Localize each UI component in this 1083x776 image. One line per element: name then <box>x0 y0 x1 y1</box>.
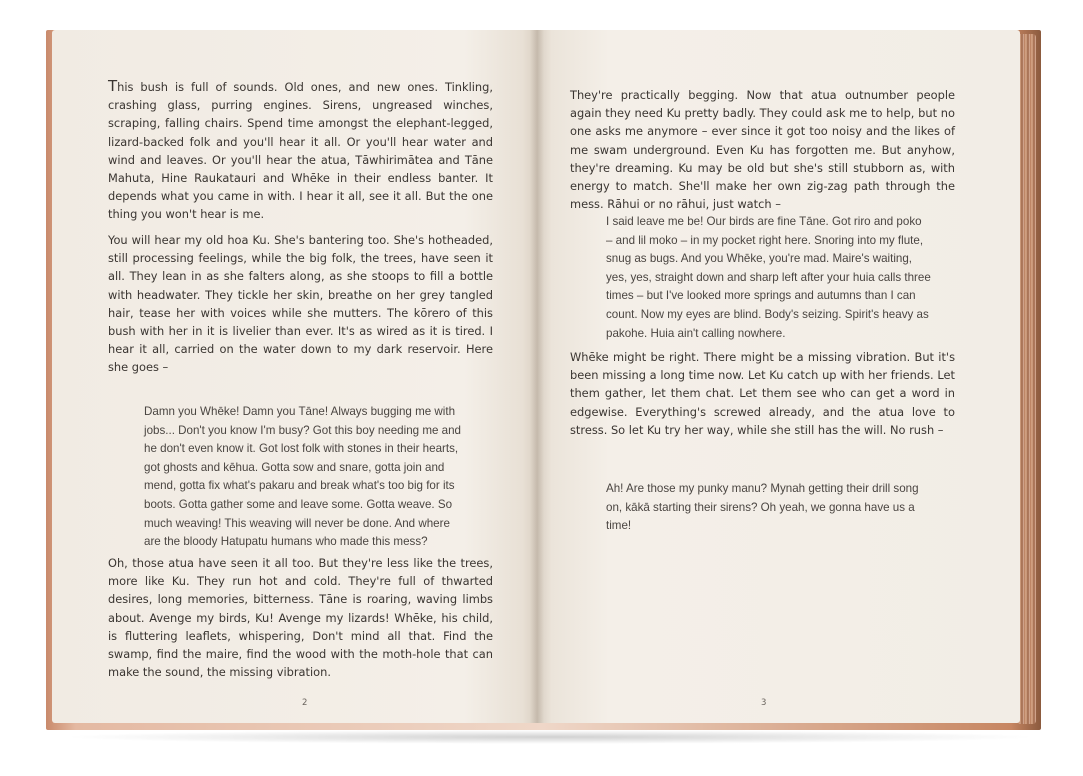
drop-cap: T <box>108 77 118 95</box>
right-quote-block-2: Ah! Are those my punky manu? Mynah getting their drill song on, kākā starting their sirens? Oh yeah, we gonna have us a time! <box>606 482 919 533</box>
page-number-right: 3 <box>761 698 767 708</box>
page-number-left: 2 <box>302 698 308 708</box>
left-paragraph-3: Oh, those atua have seen it all too. But they're less like the trees, more like Ku. They run hot and cold. They're full of thwarted desires, long memories, bitterness. Tāne is roaring, waving limbs about. Avenge my birds, Ku! Avenge my lizards! Whēke, his child, is fluttering leaflets, whispering, Don't mind all that. Find the swamp, find the maire, find the wood with the moth-hole that can make the sound, the missing vibration. <box>108 556 493 680</box>
left-paragraph-1: This bush is full of sounds. Old ones, and new ones. Tinkling, crashing glass, purring engines. Sirens, ungreased winches, scraping, falling chairs. Spend time amongst the elephant-legged, lizard-backed folk and you'll hear it all. Or you'll hear water and wind and leaves. Or you'll hear the atua, Tāwhirimātea and Tāne Mahuta, Hine Raukatauri and Whēke in their endless banter. It depends what you came in with. I hear it all, see it all. But the one thing you won't hear is me. <box>108 77 493 222</box>
page-stack-edge <box>1018 34 1036 724</box>
left-page <box>52 30 537 723</box>
book-shadow <box>60 730 1040 744</box>
book-gutter <box>530 30 544 723</box>
right-quote-block-1: I said leave me be! Our birds are fine Tāne. Got riro and poko – and lil moko – in my pocket right here. Snoring into my flute, snug as bugs. And you Whēke, you're mad. Maire's waiting, yes, yes, straight down and sharp left after your huia calls three times – but I've looked more springs and autumns than I can count. Now my eyes are blind. Body's seizing. Spirit's heavy as pakohe. Huia ain't calling nowhere. <box>606 215 931 340</box>
left-paragraph-2: You will hear my old hoa Ku. She's bantering too. She's hotheaded, still processing feelings, while the big folk, the trees, have seen it all. They lean in as she falters along, as she stoops to fill a bottle with headwater. They tickle her skin, breathe on her grey tangled hair, tease her with voices while she mutters. The kōrero of this bush with her in it is livelier than ever. It's as wired as it is tired. I hear it all, carried on the water down to my dark reservoir. Here she goes – <box>108 233 493 375</box>
left-quote-block: Damn you Whēke! Damn you Tāne! Always bugging me with jobs... Don't you know I'm busy? Got this boy needing me and he don't even know it. Got lost folk with stones in their hearts, got ghosts and kēhua. Gotta sow and snare, gotta join and mend, gotta fix what's pakaru and break what's too big for its boots. Gotta gather some and leave some. Gotta weave. So much weaving! This weaving will never be done. And where are the bloody Hatupatu humans who made this mess? <box>144 405 461 549</box>
right-paragraph-1: They're practically begging. Now that atua outnumber people again they need Ku pretty badly. They could ask me to help, but no one asks me anymore – ever since it got too noisy and the likes of me swam underground. Even Ku has forgotten me. But anyhow, they're dreaming. Ku may be old but she's still stubborn as, with energy to match. She'll make her own zig-zag path through the mess. Rāhui or no rāhui, just watch – <box>570 88 955 212</box>
right-page <box>537 30 1020 723</box>
right-paragraph-2: Whēke might be right. There might be a missing vibration. But it's been missing a long time now. Let Ku catch up with her friends. Let them gather, let them chat. Let them see who can get a word in edgewise. Everything's screwed already, and the atua love to stress. So let Ku try her way, while she still has the will. No rush – <box>570 350 955 437</box>
